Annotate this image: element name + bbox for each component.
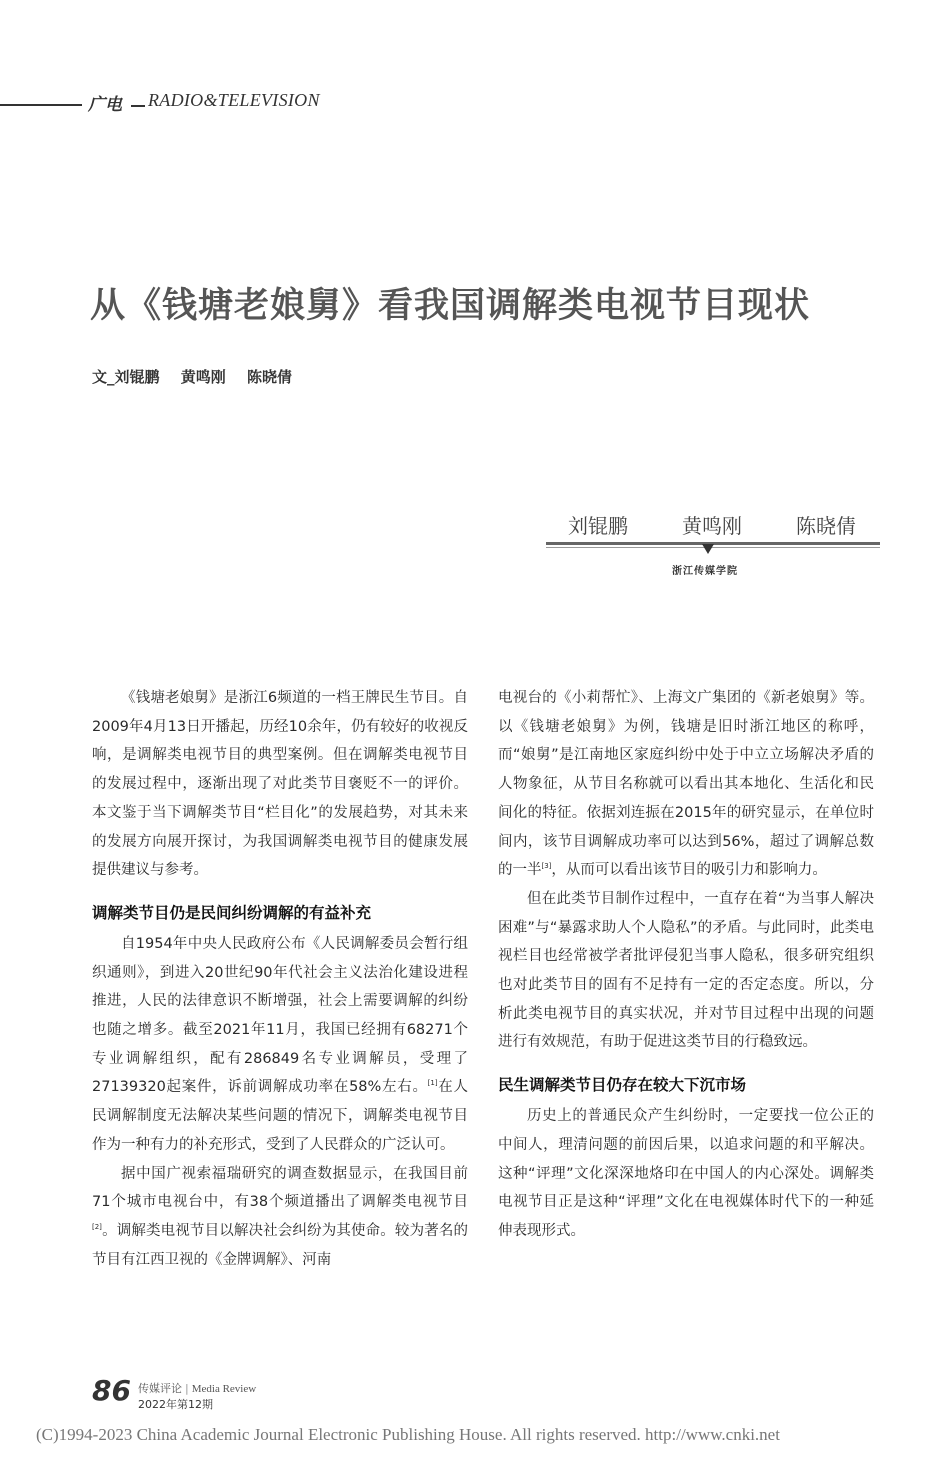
byline-author: 陈晓倩 xyxy=(247,368,293,386)
paragraph-text: 。调解类电视节目以解决社会纠纷为其使命。较为著名的节目有江西卫视的《金牌调解》、河南 xyxy=(92,1222,468,1268)
byline-prefix: 文_刘锟鹏 xyxy=(92,368,160,386)
header-category-en: RADIO&TELEVISION xyxy=(148,90,320,110)
page-number: 86 xyxy=(92,1374,131,1407)
journal-name xyxy=(138,1380,256,1396)
journal-separator: | xyxy=(185,1382,189,1395)
citation-ref: [2] xyxy=(92,1223,102,1232)
header-dash xyxy=(131,105,145,107)
body-paragraph: 但在此类节目制作过程中，一直存在着“为当事人解决困难”与“暴露求助人个人隐私”的矛盾。与此同时，此类电视栏目也经常被学者批评侵犯当事人隐私，很多研究组织也对此类节目的固有不足持有一定的否定态度。所以，分析此类电视节目的真实状况，并对节目过程中出现的问题进行有效规范，有助于促进这类节目的行稳致远。 xyxy=(498,890,874,1051)
citation-ref: [1] xyxy=(427,1079,438,1088)
paragraph-text: ，从而可以看出该节目的吸引力和影响力。 xyxy=(551,862,827,879)
byline-author: 黄鸣刚 xyxy=(180,368,226,386)
section-heading: 民生调解类节目仍存在较大下沉市场 xyxy=(498,1076,747,1095)
author-name: 黄鸣刚 xyxy=(682,514,742,538)
paragraph-text: 据中国广视索福瑞研究的调查数据显示，在我国目前71个城市电视台中，有38个频道播出了调解类电视节目 xyxy=(92,1165,468,1211)
author-names xyxy=(546,510,880,539)
copyright-notice: (C)1994-2023 China Academic Journal Electronic Publishing House. All rights reserved. http://www.cnki.net xyxy=(36,1425,780,1444)
header-category: 广电 xyxy=(88,95,122,115)
section-heading: 调解类节目仍是民间纠纷调解的有益补充 xyxy=(92,903,372,922)
body-paragraph: 历史上的普通民众产生纠纷时，一定要找一位公正的中间人，理清问题的前因后果，以追求问题的和平解决。这种“评理”文化深深地烙印在中国人的内心深处。调解类电视节目正是这种“评理”文化在电视媒体时代下的一种延伸表现形式。 xyxy=(498,1108,874,1239)
article-title: 从《钱塘老娘舅》看我国调解类电视节目现状 xyxy=(90,286,811,326)
left-column xyxy=(92,684,468,1274)
right-column xyxy=(498,684,874,1246)
paragraph-text: 电视台的《小莉帮忙》、上海文广集团的《新老娘舅》等。以《钱塘老娘舅》为例，钱塘是旧时浙江地区的称呼，而“娘舅”是江南地区家庭纠纷中处于中立立场解决矛盾的人物象征，从节目名称就可以看出其本地化、生活化和民间化的特征。依据刘连振在2015年的研究显示，在单位时间内，该节目调解成功率可以达到56%，超过了调解总数的一半 xyxy=(498,690,874,879)
paragraph-text: 自1954年中央人民政府公布《人民调解委员会暂行组织通则》，到进入20世纪90年代社会主义法治化建设进程推进，人民的法律意识不断增强，社会上需要调解的纠纷也随之增多。截至2021年11月，我国已经拥有68271个专业调解组织，配有286849名专业调解员，受理了27139320起案件，诉前调解成功率在58%左右。 xyxy=(92,935,468,1096)
author-name: 刘锟鹏 xyxy=(568,514,628,538)
author-name: 陈晓倩 xyxy=(796,514,856,538)
byline xyxy=(92,366,308,387)
body-paragraph xyxy=(92,1160,468,1275)
body-paragraph xyxy=(498,684,874,885)
pointer-triangle-icon xyxy=(702,544,714,554)
journal-name-en: Media Review xyxy=(191,1383,257,1395)
paragraph-text: 在人民调解制度无法解决某些问题的情况下，调解类电视节目作为一种有力的补充形式，受到了人民群众的广泛认可。 xyxy=(92,1079,469,1153)
citation-ref: [3] xyxy=(541,862,552,871)
journal-name-cn: 传媒评论 xyxy=(138,1382,182,1395)
issue-label: 2022年第12期 xyxy=(138,1398,213,1411)
intro-paragraph: 《钱塘老娘舅》是浙江6频道的一档王牌民生节目。自2009年4月13日开播起，历经10余年，仍有较好的收视反响，是调解类电视节目的典型案例。但在调解类电视节目的发展过程中，逐渐出现了对此类节目褒贬不一的评价。本文鉴于当下调解类节目“栏目化”的发展趋势，对其未来的发展方向展开探讨，为我国调解类电视节目的健康发展提供建议与参考。 xyxy=(92,690,468,879)
author-box xyxy=(546,510,880,577)
body-paragraph xyxy=(92,930,468,1160)
affiliation: 浙江传媒学院 xyxy=(672,566,738,577)
header-line xyxy=(0,104,82,106)
